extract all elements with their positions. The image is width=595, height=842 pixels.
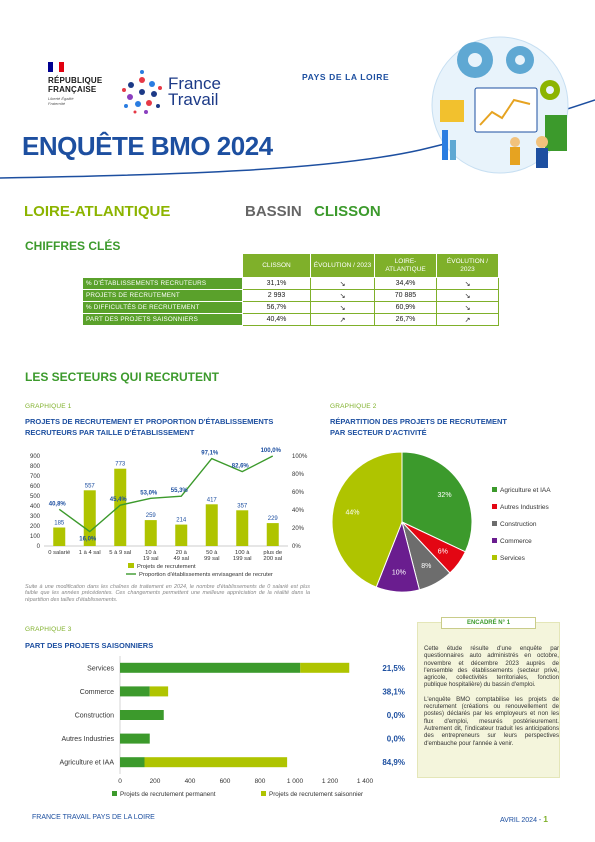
arrow-icon: ↘	[311, 278, 375, 290]
x-tick-label: 0	[118, 778, 122, 785]
y-tick-label: 900	[29, 454, 40, 460]
secteurs-title: LES SECTEURS QUI RECRUTENT	[25, 370, 220, 384]
cell-local: 2 993	[243, 290, 311, 302]
footer-date: AVRIL 2024 - 1	[500, 814, 548, 824]
legend-swatch	[492, 487, 497, 492]
x-tick-label: 1 000	[286, 778, 304, 785]
legend-swatch	[492, 521, 497, 526]
france-travail-wordmark: France Travail	[168, 74, 221, 109]
table-corner	[83, 254, 243, 278]
x-tick-label: 400	[184, 778, 196, 785]
bar-permanent	[120, 757, 145, 767]
x-tick-label: 800	[254, 778, 266, 785]
line-value-label: 97,1%	[201, 450, 219, 457]
bar-permanent	[120, 710, 164, 720]
bar	[267, 523, 279, 546]
bassin-label: BASSIN	[245, 203, 302, 220]
row-label: PART DES PROJETS SAISONNIERS	[83, 314, 243, 326]
share-label: 38,1%	[382, 687, 405, 697]
bar-value-label: 229	[267, 516, 278, 523]
cell-local: 40,4%	[243, 314, 311, 326]
x-tick-label: 10 à	[145, 550, 157, 556]
line-value-label: 40,8%	[48, 501, 66, 508]
x-tick-label: 99 sal	[204, 556, 220, 562]
pie-label: 44%	[345, 509, 360, 517]
x-tick-label: 20 à	[175, 550, 187, 556]
rf-motto: Liberté Égalité Fraternité	[48, 96, 74, 106]
bar	[114, 469, 126, 546]
bar-value-label: 773	[115, 461, 126, 468]
bassin-name: CLISSON	[314, 203, 381, 220]
bar-saisonnier	[150, 686, 168, 696]
graph1-chart	[18, 446, 323, 582]
france-travail-logo	[120, 70, 221, 114]
bar-permanent	[120, 663, 300, 673]
france-travail-dots-icon	[120, 70, 164, 114]
legend-label: Proportion d'établissements envisageant de recruter	[139, 572, 273, 578]
bar-value-label: 214	[176, 517, 187, 524]
line-value-label: 55,3%	[170, 488, 188, 495]
cell-local: 56,7%	[243, 302, 311, 314]
line-value-label: 16,0%	[79, 536, 97, 543]
header-dep: LOIRE-ATLANTIQUE	[375, 254, 437, 278]
legend-swatch-bars	[128, 563, 134, 568]
legend-swatch	[112, 791, 117, 796]
arrow-icon: ↘	[437, 302, 499, 314]
chiffres-cles-title: CHIFFRES CLÉS	[25, 239, 121, 253]
x-tick-label: plus de	[263, 550, 283, 556]
x-tick-label: 49 sal	[173, 556, 189, 562]
x-tick-label: 1 200	[321, 778, 339, 785]
x-tick-label: 0 salarié	[48, 550, 71, 556]
graph3-label: GRAPHIQUE 3	[25, 626, 72, 633]
encadre-paragraph: L'enquête BMO comptabilise les projets de recrutement (créations ou renouvellement de postes) déclarés par les employeurs et non les flux d'emploi, mesurés postérieurement. Autrement dit, l'indicateur traduit les anticipations des entrepreneurs sur leurs perspectives d'embauche pour l'année à venir.	[424, 695, 559, 747]
legend-swatch	[261, 791, 266, 796]
x-tick-label: 600	[219, 778, 231, 785]
cell-dep: 70 885	[375, 290, 437, 302]
pie-label: 10%	[391, 569, 406, 577]
x-tick-label: 100 à	[234, 550, 250, 556]
arrow-icon: ↘	[437, 278, 499, 290]
y-tick-label: 300	[29, 514, 40, 520]
bar-value-label: 557	[84, 483, 95, 490]
share-label: 0,0%	[386, 734, 405, 744]
footer-organisation: FRANCE TRAVAIL PAYS DE LA LOIRE	[32, 814, 155, 821]
header-local: CLISSON	[243, 254, 311, 278]
pie-label: 6%	[437, 548, 448, 556]
header-evo-local: ÉVOLUTION / 2023	[311, 254, 375, 278]
y2-tick-label: 40%	[292, 508, 305, 514]
graph2-title: RÉPARTITION DES PROJETS DE RECRUTEMENT PAR SECTEUR D'ACTIVITÉ	[330, 417, 507, 437]
region-label: PAYS DE LA LOIRE	[302, 72, 390, 82]
bar-value-label: 357	[237, 503, 248, 510]
arrow-icon: ↘	[311, 290, 375, 302]
rf-name: RÉPUBLIQUE FRANÇAISE	[48, 76, 103, 94]
bar-permanent	[120, 734, 150, 744]
table-row	[83, 278, 499, 290]
flag-icon	[48, 62, 64, 72]
legend-label: Projets de recrutement saisonnier	[269, 791, 364, 798]
table-row	[83, 302, 499, 314]
page-title: ENQUÊTE BMO 2024	[22, 131, 273, 161]
y-tick-label: 700	[29, 474, 40, 480]
graph3-title: PART DES PROJETS SAISONNIERS	[25, 641, 154, 650]
y-tick-label: 800	[29, 464, 40, 470]
line-value-label: 100,0%	[260, 448, 281, 454]
y-tick-label: 500	[29, 494, 40, 500]
encadre-tag: ENCADRÉ N° 1	[441, 617, 536, 629]
share-label: 21,5%	[382, 663, 405, 673]
method-note: Suite à une modification dans les chaînes de traitement en 2024, le nombre d'établissements de 0 salarié est plus faible que les années précédentes. Ces changements permettent une meilleure appréciation de la réalité dans la répartition des tailles d'établissements.	[25, 584, 310, 603]
republique-francaise-logo	[48, 62, 108, 106]
bar	[236, 510, 248, 546]
bar	[145, 520, 157, 546]
line-value-label: 53,0%	[140, 490, 158, 497]
cell-dep: 26,7%	[375, 314, 437, 326]
legend-swatch	[492, 538, 497, 543]
arrow-icon: ↘	[311, 302, 375, 314]
bar-value-label: 417	[206, 497, 217, 504]
row-label: % DIFFICULTÉS DE RECRUTEMENT	[83, 302, 243, 314]
bar	[53, 528, 65, 547]
category-label: Commerce	[79, 688, 114, 696]
legend-label: Construction	[500, 521, 537, 528]
legend-label: Commerce	[500, 538, 532, 545]
x-tick-label: 199 sal	[232, 556, 252, 562]
cell-dep: 60,9%	[375, 302, 437, 314]
x-tick-label: 50 à	[206, 550, 218, 556]
row-label: PROJETS DE RECRUTEMENT	[83, 290, 243, 302]
y2-tick-label: 20%	[292, 526, 305, 532]
graph2-chart	[322, 448, 572, 598]
bar-value-label: 185	[54, 520, 65, 527]
legend-swatch	[492, 555, 497, 560]
row-label: % D'ÉTABLISSEMENTS RECRUTEURS	[83, 278, 243, 290]
encadre-paragraph: Cette étude résulte d'une enquête par questionnaires auto administrés en octobre, novembre et décembre 2023 auprès de l'ensemble des établissements (secteur privé, agricole, collectivités territoriales, fonction publique hospitalière) du bassin d'emploi.	[424, 645, 559, 689]
pie-label: 8%	[421, 563, 432, 571]
header-evo-dep: ÉVOLUTION / 2023	[437, 254, 499, 278]
share-label: 0,0%	[386, 711, 405, 720]
share-label: 84,9%	[382, 758, 405, 768]
y-tick-label: 400	[29, 504, 40, 510]
x-tick-label: 1 400	[356, 778, 374, 785]
category-label: Services	[87, 665, 114, 673]
category-label: Agriculture et IAA	[59, 759, 114, 767]
encadre-text	[424, 645, 559, 754]
bar-saisonnier	[300, 663, 349, 673]
table-row	[83, 290, 499, 302]
page-number: 1	[543, 814, 548, 824]
category-label: Autres Industries	[61, 736, 114, 744]
illustration-dashboard	[420, 30, 580, 180]
y2-tick-label: 80%	[292, 472, 305, 478]
legend-label: Agriculture et IAA	[500, 487, 551, 494]
bar-value-label: 259	[145, 513, 156, 520]
legend-label: Autres Industries	[500, 504, 549, 511]
line-value-label: 82,6%	[231, 463, 249, 470]
x-tick-label: 200	[149, 778, 161, 785]
line-value-label: 45,4%	[109, 497, 127, 504]
y-tick-label: 0	[36, 544, 40, 550]
cell-dep: 34,4%	[375, 278, 437, 290]
y2-tick-label: 0%	[292, 544, 301, 550]
chiffres-cles-table	[82, 253, 499, 326]
bar	[175, 525, 187, 546]
graph3-chart	[20, 652, 415, 804]
arrow-icon: ↘	[437, 290, 499, 302]
cell-local: 31,1%	[243, 278, 311, 290]
x-tick-label: 200 sal	[263, 556, 283, 562]
x-tick-label: 1 à 4 sal	[78, 550, 101, 556]
bar-permanent	[120, 686, 150, 696]
graph1-title: PROJETS DE RECRUTEMENT ET PROPORTION D'ÉTABLISSEMENTS RECRUTEURS PAR TAILLE D'ÉTABLISSEMENT	[25, 417, 274, 437]
y-tick-label: 600	[29, 484, 40, 490]
legend-label: Projets de recrutement	[137, 564, 196, 570]
graph2-label: GRAPHIQUE 2	[330, 403, 377, 410]
y2-tick-label: 100%	[292, 454, 308, 460]
y-tick-label: 200	[29, 524, 40, 530]
pie-label: 32%	[437, 491, 452, 499]
legend-swatch	[492, 504, 497, 509]
legend-label: Services	[500, 555, 525, 562]
y2-tick-label: 60%	[292, 490, 305, 496]
table-row	[83, 314, 499, 326]
departement-title: LOIRE-ATLANTIQUE	[24, 203, 171, 220]
x-tick-label: 5 à 9 sal	[109, 550, 132, 556]
y-tick-label: 100	[29, 534, 40, 540]
category-label: Construction	[74, 712, 114, 720]
bar-saisonnier	[145, 757, 288, 767]
bar	[206, 504, 218, 546]
arrow-icon: ↗	[437, 314, 499, 326]
legend-label: Projets de recrutement permanent	[120, 791, 216, 798]
graph1-label: GRAPHIQUE 1	[25, 403, 72, 410]
arrow-icon: ↗	[311, 314, 375, 326]
x-tick-label: 19 sal	[143, 556, 159, 562]
